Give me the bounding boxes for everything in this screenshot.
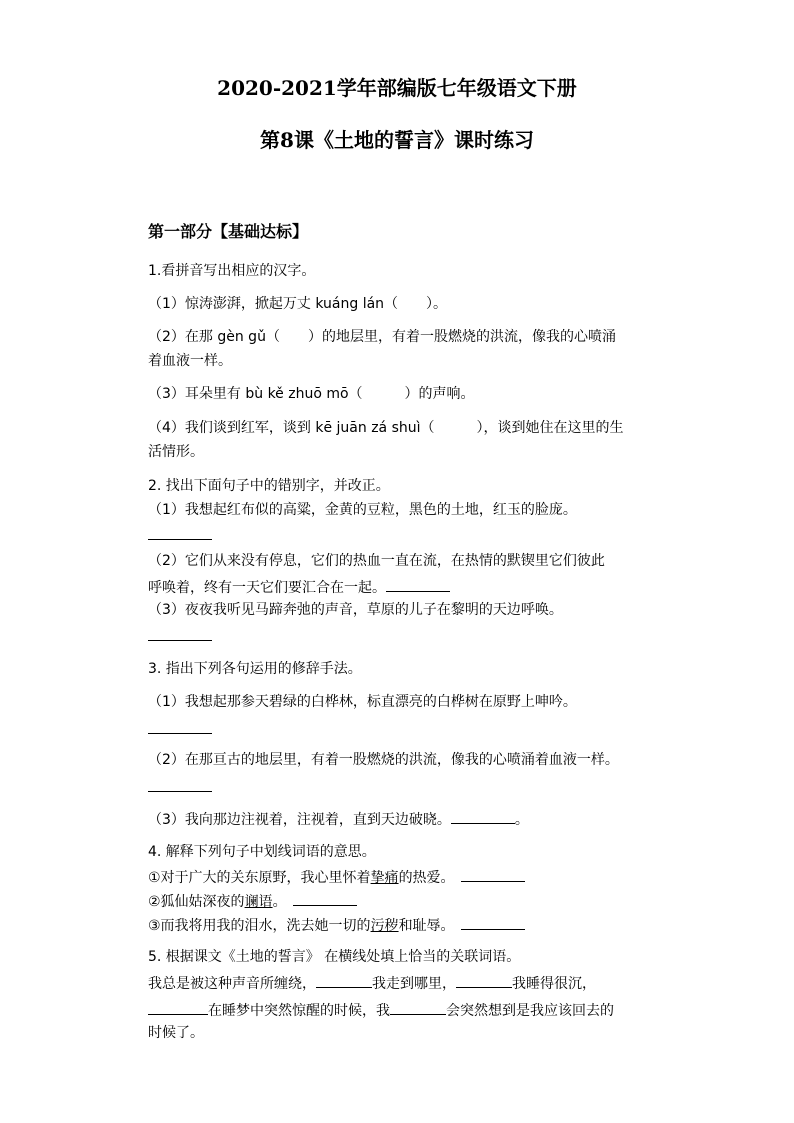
- answer-blank[interactable]: [148, 525, 212, 545]
- answer-blank[interactable]: [148, 626, 212, 646]
- question-4-item-2: ②狐仙姑深夜的谰语。: [148, 891, 357, 911]
- answer-blank[interactable]: [461, 867, 525, 882]
- answer-blank[interactable]: [148, 777, 212, 797]
- underlined-word: 挚痛: [370, 870, 399, 886]
- lesson-title: 第8课《土地的誓言》课时练习: [260, 128, 534, 152]
- underlined-word: 污秽: [370, 918, 399, 934]
- answer-blank[interactable]: [456, 973, 512, 988]
- question-4-item-1: ①对于广大的关东原野，我心里怀着挚痛的热爱。: [148, 867, 525, 887]
- question-2-item-1: （1）我想起红布似的高粱，金黄的豆粒，黑色的土地，红玉的脸庞。: [148, 502, 577, 518]
- section-heading: 第一部分【基础达标】: [148, 222, 309, 241]
- question-3-item-2: （2）在那亘古的地层里，有着一股燃烧的洪流，像我的心喷涌着血液一样。: [148, 752, 619, 768]
- question-4-heading: 4. 解释下列句子中划线词语的意思。: [148, 844, 376, 860]
- question-2-item-2: （2）它们从来没有停息，它们的热血一直在流，在热情的默锲里它们彼此: [148, 553, 605, 569]
- document-title: 2020-2021学年部编版七年级语文下册: [217, 76, 577, 100]
- question-3-item-1: （1）我想起那参天碧绿的白桦林，标直漂亮的白桦树在原野上呻吟。: [148, 694, 577, 710]
- question-2-item-2-cont: 呼唤着，终有一天它们要汇合在一起。: [148, 577, 450, 597]
- question-5-line-2: 在睡梦中突然惊醒的时候，我 会突然想到是我应该回去的: [148, 1000, 614, 1020]
- question-1-item-4: （4）我们谈到红军，谈到 kē juān zá shuì（ ），谈到她住在这里的生: [148, 420, 624, 436]
- underlined-word: 谰语: [244, 894, 273, 910]
- answer-blank[interactable]: [390, 1000, 446, 1015]
- question-1-item-3: （3）耳朵里有 bù kě zhuō mō（ ）的声响。: [148, 386, 475, 402]
- answer-blank[interactable]: [386, 577, 450, 592]
- answer-blank[interactable]: [461, 915, 525, 930]
- question-3-heading: 3. 指出下列各句运用的修辞手法。: [148, 661, 362, 677]
- question-5-heading: 5. 根据课文《土地的誓言》 在横线处填上恰当的关联词语。: [148, 949, 521, 965]
- answer-blank[interactable]: [293, 891, 357, 906]
- question-4-item-3: ③而我将用我的泪水，洗去她一切的污秽和耻辱。: [148, 915, 525, 935]
- question-5-line-1: 我总是被这种声音所缠绕， 我走到哪里， 我睡得很沉，: [148, 973, 596, 993]
- question-5-line-3: 时候了。: [148, 1025, 204, 1041]
- answer-blank[interactable]: [316, 973, 372, 988]
- question-1-item-1: （1）惊涛澎湃，掀起万丈 kuáng lán（ ）。: [148, 296, 448, 312]
- question-2-heading: 2. 找出下面句子中的错别字，并改正。: [148, 478, 390, 494]
- question-1-item-4-cont: 活情形。: [148, 444, 204, 460]
- question-1-item-2: （2）在那 gèn gǔ（ ）的地层里，有着一股燃烧的洪流，像我的心喷涌: [148, 329, 616, 345]
- question-1-item-2-cont: 着血液一样。: [148, 353, 232, 369]
- answer-blank[interactable]: [148, 1000, 208, 1015]
- answer-blank[interactable]: [451, 809, 515, 824]
- question-1-heading: 1.看拼音写出相应的汉字。: [148, 263, 316, 279]
- answer-blank[interactable]: [148, 719, 212, 739]
- question-2-item-3: （3）夜夜我听见马蹄奔弛的声音，草原的儿子在黎明的天边呼唤。: [148, 602, 563, 618]
- question-3-item-3: （3）我向那边注视着，注视着，直到天边破晓。 。: [148, 809, 529, 829]
